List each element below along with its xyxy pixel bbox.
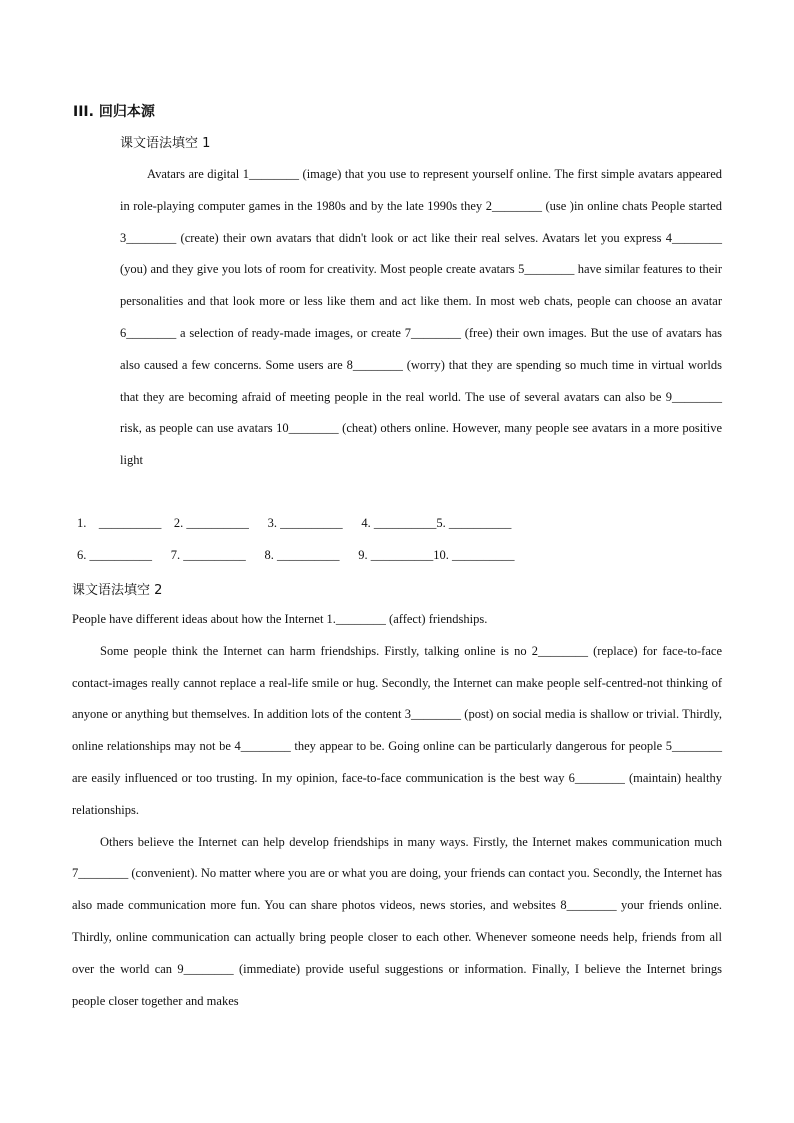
exercise-1-title: 课文语法填空 1 — [120, 136, 211, 151]
exercise-2-paragraph-2: Others believe the Internet can help develop friendships in many ways. Firstly, the Internet makes communication much 7________ (convenient). No matter where you are or what you are doing, your friends can contact you. Secondly, the Internet has also made communication more fun. You can share photos videos, news stories, and websites 8________ your friends online. Thirdly, online communication can actually bring people closer to each other. Whenever someone needs help, friends from all over the world can 9________ (immediate) provide useful suggestions or information. Finally, I believe the Internet brings people closer together and makes — [72, 834, 722, 1008]
exercise-1-answer-row-1: 1. __________ 2. __________ 3. __________ 4. __________5. __________ — [77, 516, 512, 530]
exercise-2-paragraph-1: Some people think the Internet can harm friendships. Firstly, talking online is no 2________ (replace) for face-to-face contact-images really cannot replace a real-life smile or hug. Secondly, the Internet can make people self-centred-not thinking of anyone or anything but themselves. In addition lots of the content 3________ (post) on social media is shallow or trivial. Thirdly, online relationships may not be 4________ they appear to be. Going online can be particularly dangerous for people 5________ are easily influenced or too trusting. In my opinion, face-to-face communication is the best way 6________ (maintain) healthy relationships. — [72, 643, 722, 817]
exercise-2-intro: People have different ideas about how the Internet 1.________ (affect) friendships. — [72, 612, 488, 626]
exercise-1-paragraph: Avatars are digital 1________ (image) that you use to represent yourself online. The first simple avatars appeared in role-playing computer games in the 1980s and by the late 1990s they 2________ (use )in online chats People started 3________ (create) their own avatars that didn't look or act like their real selves. Avatars let you express 4________ (you) and they give you lots of room for creativity. Most people create avatars 5________ have similar features to their personalities and that look more or less like them and act like them. In most web chats, people can choose an avatar 6________ a selection of ready-made images, or create 7________ (free) their own images. But the use of avatars has also caused a few concerns. Some users are 8________ (worry) that they are spending so much time in virtual worlds that they are becoming afraid of meeting people in the real world. The use of several avatars can also be 9________ risk, as people can use avatars 10________ (cheat) others online. However, many people see avatars in a more positive light — [120, 167, 722, 468]
section-heading: III. 回归本源 — [73, 104, 155, 120]
exercise-2-title: 课文语法填空 2 — [72, 583, 163, 598]
exercise-1-answer-row-2: 6. __________ 7. __________ 8. __________ 9. __________10. __________ — [77, 548, 515, 562]
exercise-1-passage — [120, 159, 722, 477]
exercise-2-passage — [72, 604, 722, 1017]
